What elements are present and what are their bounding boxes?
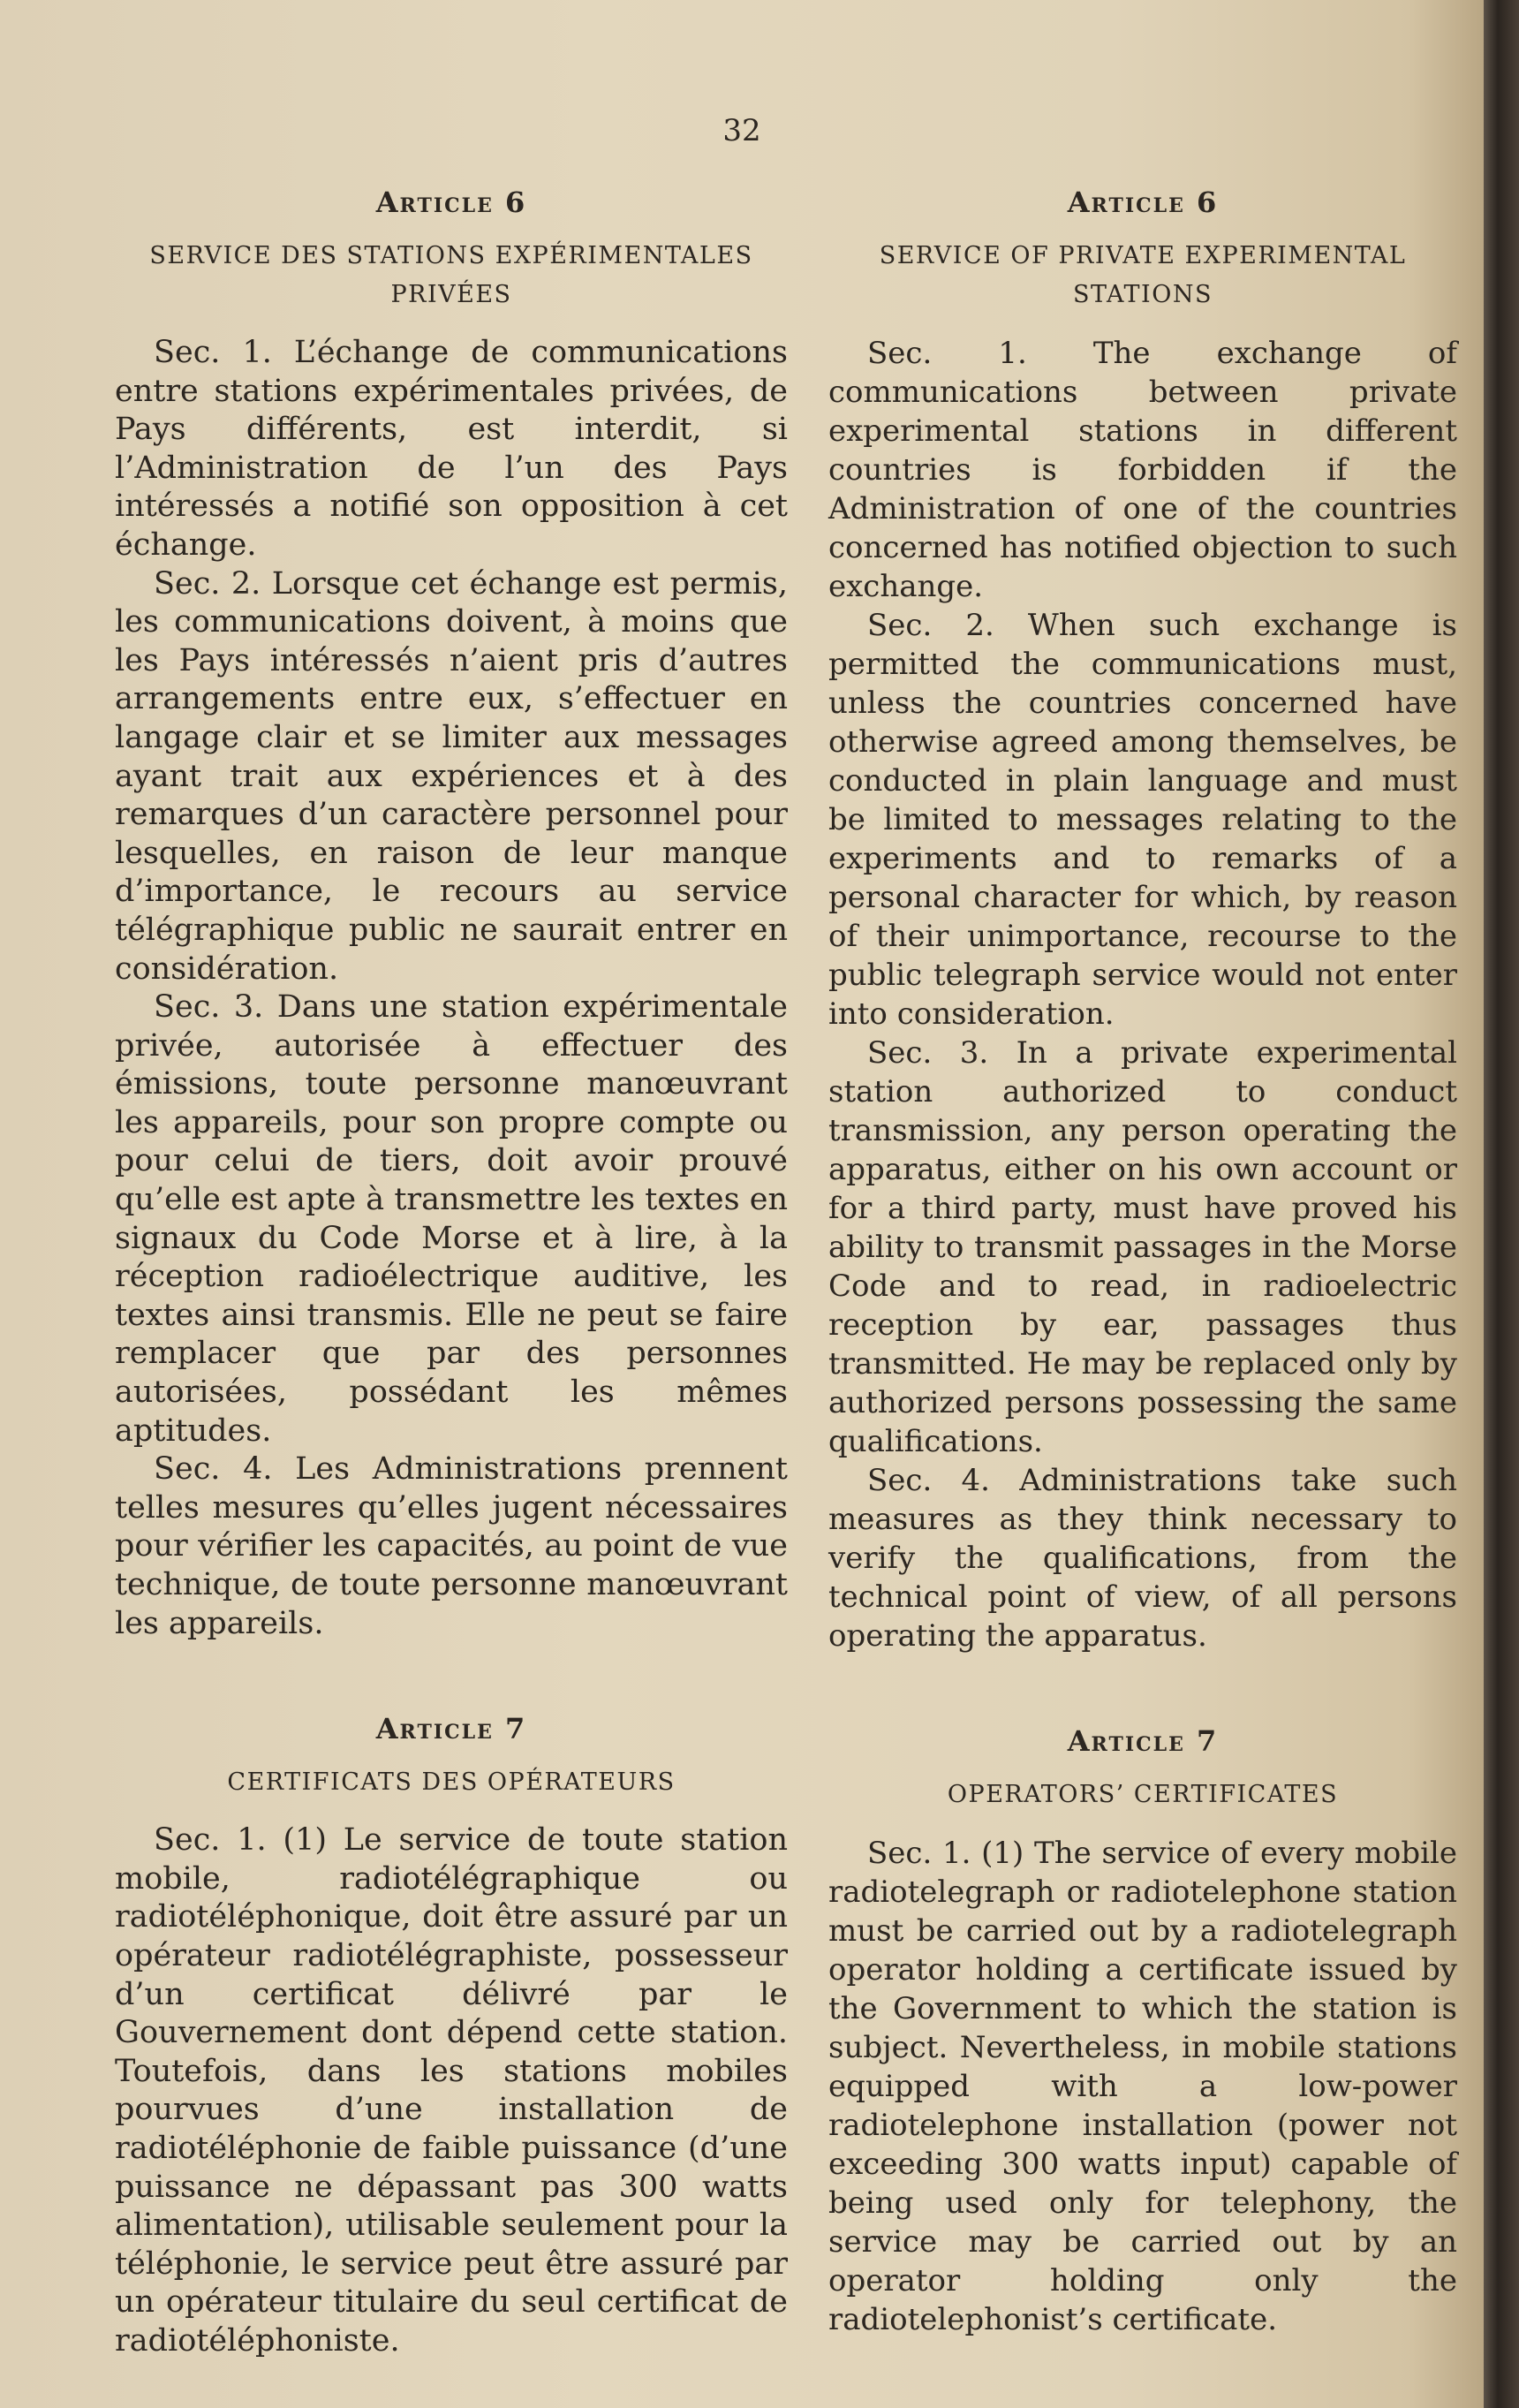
article-6-sec-4-fr: Sec. 4. Les Administrations prennent telles mesures qu’elles jugent nécessaires pour vérifier les capacités, au point de vue technique, de toute personne manœuvrant les appareils. [115, 1451, 788, 1641]
article-7-subtitle-fr: CERTIFICATS DES OPÉRATEURS [227, 1768, 676, 1797]
article-6-sec-1-en: Sec. 1. The exchange of communications between private experimental stations in different countries is forbidden if the Administration of one of the countries concerned has notified objection to such exchange. [828, 336, 1457, 604]
article-6-subtitle-fr: SERVICE DES STATIONS EXPÉRIMENTALES PRIVÉES [149, 242, 753, 308]
article-7-sec-1-en: Sec. 1. (1) The service of every mobile radiotelegraph or radiotelephone station must be carried out by a radiotelegraph operator holding a certificate issued by the Government to which the station is subject. Nevertheless, in mobile stations equipped with a low-power radiotelephone installation (power not exceeding 300 watts input) capable of being used only for telephony, the service may be carried out by an operator holding only the radiotelephonist’s certificate. [828, 1836, 1457, 2337]
article-6-sec-3-fr: Sec. 3. Dans une station expérimentale privée, autorisée à effectuer des émissions, toute personne manœuvrant les appareils, pour son propre compte ou pour celui de tiers, doit avoir prouvé qu’elle est apte à transmettre les textes en signaux du Code Morse et à lire, à la réception radioélectrique auditive, les textes ainsi transmis. Elle ne peut se faire remplacer que par des personnes autorisées, possédant les mêmes aptitudes. [115, 989, 788, 1449]
article-7-subtitle-en: OPERATORS’ CERTIFICATES [947, 1781, 1339, 1808]
article-6-sec-4-en: Sec. 4. Administrations take such measures as they think necessary to verify the qualifications, from the technical point of view, of all persons operating the apparatus. [828, 1463, 1457, 1654]
article-6-sec-2-fr: Sec. 2. Lorsque cet échange est permis, les communications doivent, à moins que les Pays intéressés n’aient pris d’autres arrangements entre eux, s’effectuer en langage clair et se limiter aux messages ayant trait aux expériences et à des remarques d’un caractère personnel pour lesquelles, en raison de leur manque d’importance, le recours au service télégraphique public ne saurait entrer en considération. [115, 565, 788, 987]
article-6-sec-2-en: Sec. 2. When such exchange is permitted the communications must, unless the countries concerned have otherwise agreed among themselves, be conducted in plain language and must be limited to messages relating to the experiments and to remarks of a personal character for which, by reason of their unimportance, recourse to the public telegraph service would not enter into consideration. [828, 608, 1457, 1032]
article-6-title-en: Article 6 [1067, 186, 1219, 219]
article-7-title-en: Article 7 [1067, 1724, 1219, 1758]
page-number: 32 [722, 113, 761, 148]
article-6-title-fr: Article 6 [375, 186, 527, 219]
article-7-title-fr: Article 7 [375, 1712, 527, 1746]
article-6-sec-1-fr: Sec. 1. L’échange de communications entre stations expérimentales privées, de Pays différents, est interdit, si l’Administration de l’un des Pays intéressés a notifié son opposition à cet échange. [115, 335, 788, 563]
english-column [828, 186, 1457, 2339]
french-column [115, 186, 788, 2361]
article-6-subtitle-en: SERVICE OF PRIVATE EXPERIMENTAL STATIONS [879, 242, 1407, 308]
page-binding-edge [1484, 0, 1519, 2408]
article-7-sec-1-fr: Sec. 1. (1) Le service de toute station mobile, radiotélégraphique ou radiotéléphonique, doit être assuré par un opérateur radiotélégraphiste, possesseur d’un certificat délivré par le Gouvernement dont dépend cette station. Toutefois, dans les stations mobiles pourvues d’une installation de radiotéléphonie de faible puissance (d’une puissance ne dépassant pas 300 watts alimentation), utilisable seulement pour la téléphonie, le service peut être assuré par un opérateur titulaire du seul certificat de radiotéléphoniste. [115, 1822, 788, 2359]
article-6-sec-3-en: Sec. 3. In a private experimental station authorized to conduct transmission, any person operating the apparatus, either on his own account or for a third party, must have proved his ability to transmit passages in the Morse Code and to read, in radioelectric reception by ear, passages thus transmitted. He may be replaced only by authorized persons possessing the same qualifications. [828, 1035, 1457, 1459]
